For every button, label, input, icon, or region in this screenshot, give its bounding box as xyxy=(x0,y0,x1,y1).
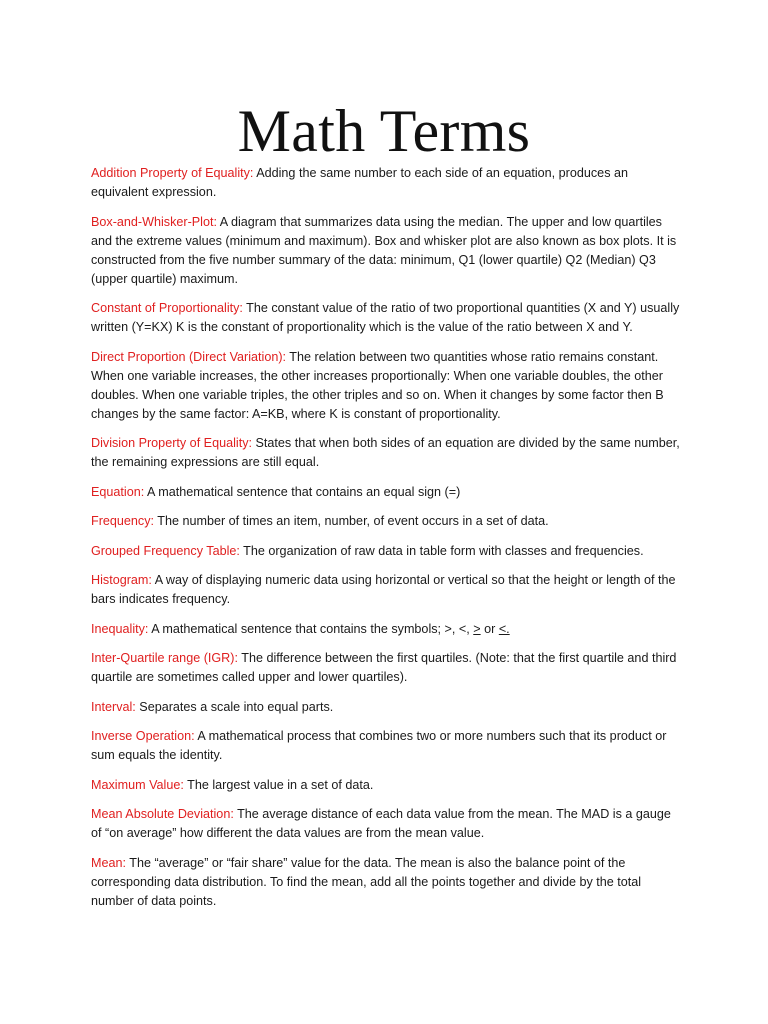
term-definition: The number of times an item, number, of event occurs in a set of data. xyxy=(154,514,549,528)
term-name: Addition Property of Equality: xyxy=(91,166,254,180)
term-inequality xyxy=(91,620,681,639)
term-name: Inequality: xyxy=(91,621,149,636)
term-frequency xyxy=(91,512,681,531)
term-name: Interval: xyxy=(91,699,136,714)
term-maximum-value xyxy=(91,776,681,795)
term-mean-absolute-deviation xyxy=(91,805,681,843)
term-name: Equation: xyxy=(91,484,145,499)
term-name: Direct Proportion (Direct Variation): xyxy=(91,349,287,364)
term-definition: The relation between two quantities whose ratio remains constant. When one variable increases, the other increases proportionally: When one variable doubles, the other doubles. When one variable triples, the other triples and so on. When it changes by some factor then B changes by the same factor: A=KB, where K is constant of proportionality. xyxy=(91,349,664,421)
term-name: Mean: xyxy=(91,855,127,870)
term-name: Division Property of Equality: xyxy=(91,436,252,450)
page-title: Math Terms xyxy=(237,98,531,164)
term-interval xyxy=(91,698,681,717)
term-inverse-operation xyxy=(91,727,681,765)
term-name: Frequency: xyxy=(91,514,154,528)
term-name: Constant of Proportionality: xyxy=(91,301,243,315)
term-name: Maximum Value: xyxy=(91,777,184,792)
term-definition: States that when both sides of an equation are divided by the same number, the remaining expressions are still equal. xyxy=(91,436,680,469)
term-addition-property xyxy=(91,164,681,202)
term-definition: A diagram that summarizes data using the median. The upper and low quartiles and the extreme values (minimum and maximum). Box and whisker plot are also known as box plots. It is constructed from the five number summary of the data: minimum, Q1 (lower quartile) Q2 (Median) Q3 (upper quartile) maximum. xyxy=(91,214,677,286)
term-division-property xyxy=(91,434,681,472)
term-name: Inter-Quartile range (IGR): xyxy=(91,651,238,665)
term-name: Box-and-Whisker-Plot: xyxy=(91,214,217,229)
term-definition-connector: or xyxy=(480,621,499,636)
term-name: Mean Absolute Deviation: xyxy=(91,807,234,821)
term-definition: The average distance of each data value from the mean. The MAD is a gauge of “on average” how different the data values are from the mean value. xyxy=(91,807,671,840)
term-definition: Adding the same number to each side of an equation, produces an equivalent expression. xyxy=(91,166,628,199)
term-inter-quartile-range xyxy=(91,649,681,687)
term-definition: A mathematical process that combines two or more numbers such that its product or sum equals the identity. xyxy=(91,729,667,762)
term-definition: A way of displaying numeric data using horizontal or vertical so that the height or length of the bars indicates frequency. xyxy=(91,573,676,606)
term-histogram xyxy=(91,571,681,609)
term-definition: The difference between the first quartiles. (Note: that the first quartile and third quartile are sometimes called upper and lower quartiles). xyxy=(91,651,677,684)
term-name: Histogram: xyxy=(91,573,152,587)
underlined-symbol: <. xyxy=(498,621,510,636)
term-definition: A mathematical sentence that contains an equal sign (=) xyxy=(144,484,461,499)
term-definition: The “average” or “fair share” value for the data. The mean is also the balance point of the corresponding data distribution. To find the mean, add all the points together and divide by the total number of data points. xyxy=(91,855,642,908)
term-grouped-frequency-table xyxy=(91,542,681,561)
term-definition: The constant value of the ratio of two proportional quantities (X and Y) usually written (Y=KX) K is the constant of proportionality which is the value of the ratio between X and Y. xyxy=(91,301,680,334)
term-definition: Separates a scale into equal parts. xyxy=(135,699,334,714)
term-definition: The organization of raw data in table form with classes and frequencies. xyxy=(239,543,644,558)
terms-list xyxy=(91,164,681,921)
term-name: Grouped Frequency Table: xyxy=(91,543,240,558)
underlined-symbol: > xyxy=(473,621,481,636)
term-box-and-whisker xyxy=(91,213,681,289)
term-equation xyxy=(91,483,681,502)
term-mean xyxy=(91,854,681,911)
term-direct-proportion xyxy=(91,348,681,424)
term-name: Inverse Operation: xyxy=(91,729,195,743)
term-definition: The largest value in a set of data. xyxy=(183,777,374,792)
term-constant-proportionality xyxy=(91,299,681,337)
term-definition: A mathematical sentence that contains the symbols; >, <, xyxy=(148,621,474,636)
